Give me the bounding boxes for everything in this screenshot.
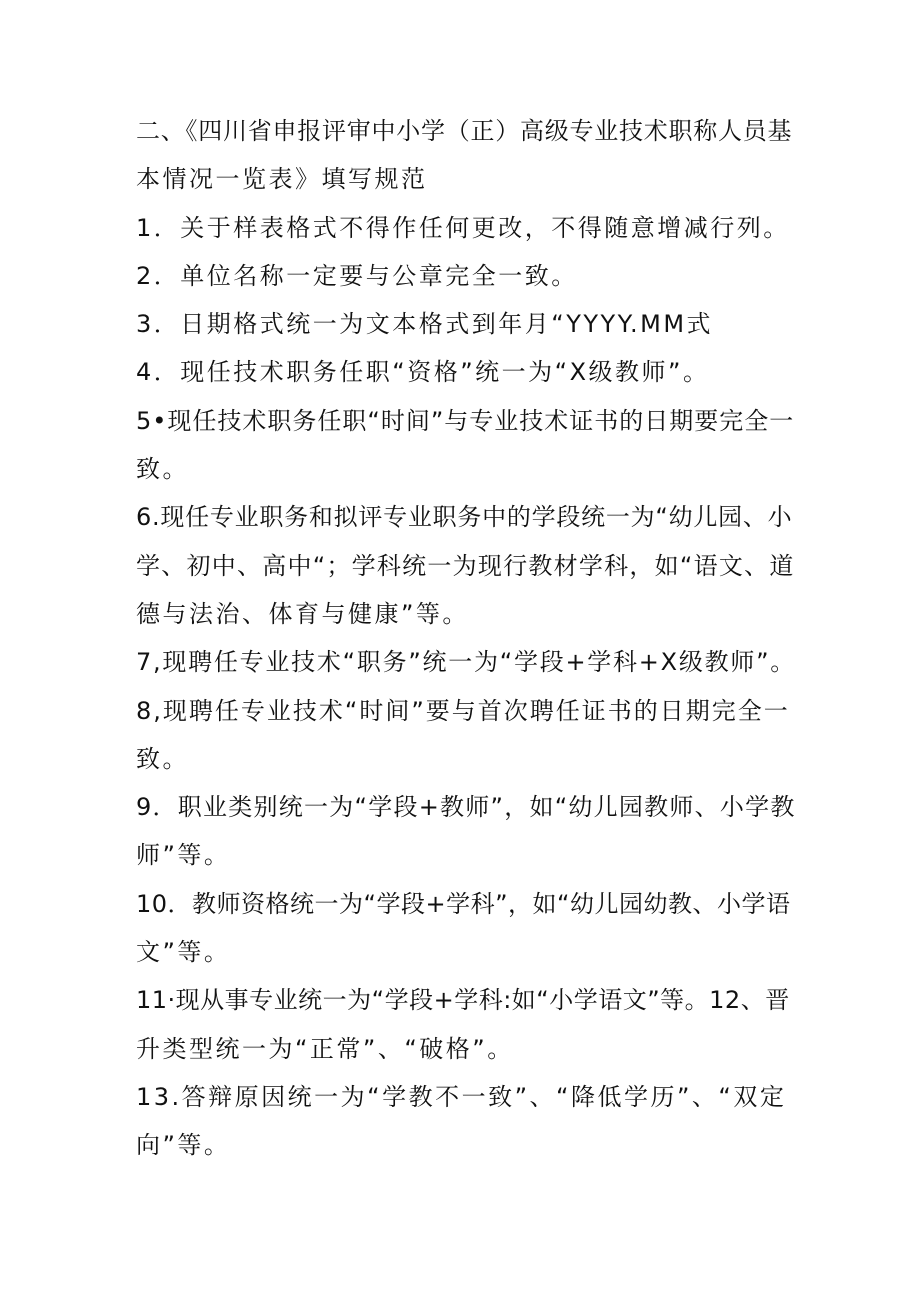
rule-item-4: 4．现任技术职务任职“资格”统一为“X级教师”。 xyxy=(136,358,710,387)
rule-item-7: 7,现聘任专业技术“职务”统一为“学段+学科+X级教师”。 xyxy=(136,648,797,677)
rule-item-9-line-2: 师”等。 xyxy=(136,841,231,870)
rule-item-10-line-1: 10．教师资格统一为“学段+学科”，如“幼儿园幼教、小学语 xyxy=(136,889,791,918)
rule-item-13-line-1: 13.答辩原因统一为“学教不一致”、“降低学历”、“双定 xyxy=(136,1082,787,1111)
rule-item-9-line-1: 9．职业类别统一为“学段+教师”，如“幼儿园教师、小学教 xyxy=(136,793,796,822)
rule-item-2: 2．单位名称一定要与公章完全一致。 xyxy=(136,261,578,290)
rule-item-6-line-3: 德与法治、体育与健康”等。 xyxy=(136,599,469,628)
rule-item-5-line-1: 5•现任技术职务任职“时间”与专业技术证书的日期要完全一 xyxy=(136,406,795,435)
rule-item-10-line-2: 文”等。 xyxy=(136,938,231,967)
rule-item-13-line-2: 向”等。 xyxy=(136,1131,231,1160)
rule-item-8-line-2: 致。 xyxy=(136,744,189,773)
rule-item-5-line-2: 致。 xyxy=(136,455,189,484)
rule-item-8-line-1: 8,现聘任专业技术“时间”要与首次聘任证书的日期完全一 xyxy=(136,696,790,725)
document-body xyxy=(136,107,796,1170)
rule-item-3: 3．日期格式统一为文本格式到年月“YYYY.MM式 xyxy=(136,310,714,339)
rule-item-12-line-2: 升类型统一为“正常”、“破格”。 xyxy=(136,1034,514,1063)
rule-item-11-line-1: 11·现从事专业统一为“学段+学科:如“小学语文”等。12、晋 xyxy=(136,986,790,1015)
rule-item-6-line-2: 学、初中、高中“；学科统一为现行教材学科，如“语文、道 xyxy=(136,551,795,580)
rule-item-6-line-1: 6.现任专业职务和拟评专业职务中的学段统一为“幼儿园、小 xyxy=(136,503,793,532)
section-heading-line-2: 本情况一览表》填写规范 xyxy=(136,165,428,194)
section-heading-line-1: 二、《四川省申报评审中小学（正）高级专业技术职称人员基 xyxy=(136,117,793,145)
rule-item-1: 1．关于样表格式不得作任何更改，不得随意增减行列。 xyxy=(136,213,790,242)
